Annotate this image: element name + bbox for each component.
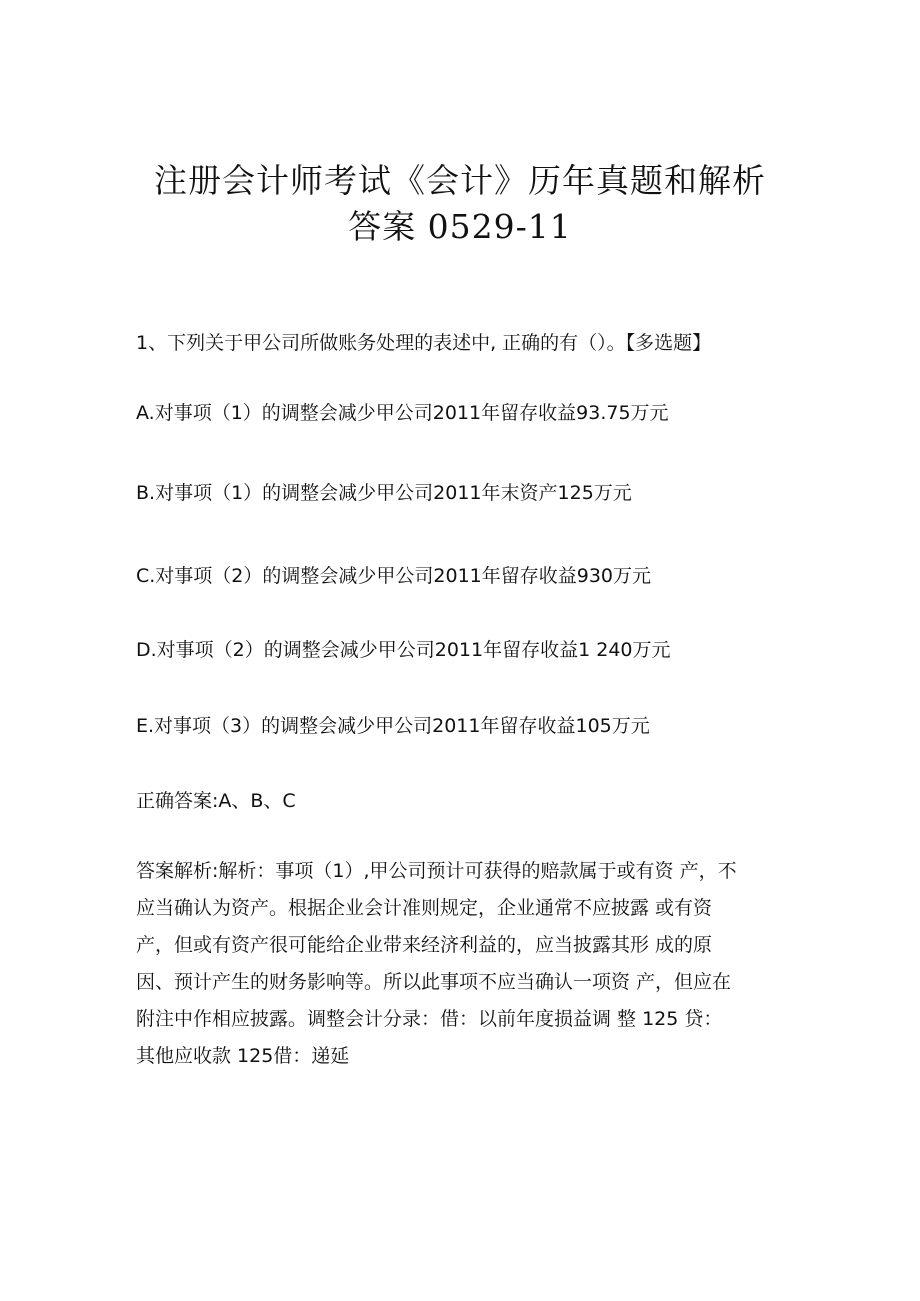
option-c: C.对事项（2）的调整会减少甲公司2011年留存收益930万元	[136, 565, 652, 587]
analysis-line: 产，但或有资产很可能给企业带来经济利益的，应当披露其形 成的原	[136, 934, 713, 956]
analysis-line: 因、预计产生的财务影响等。所以此事项不应当确认一项资 产，但应在	[136, 971, 732, 993]
analysis-line: 其他应收款 125借：递延	[136, 1045, 350, 1067]
analysis-line: 应当确认为资产。根据企业会计准则规定，企业通常不应披露 或有资	[136, 897, 713, 919]
option-a: A.对事项（1）的调整会减少甲公司2011年留存收益93.75万元	[136, 402, 669, 424]
page-subtitle: 答案 0529-11	[348, 207, 572, 246]
correct-answer: 正确答案:A、B、C	[136, 790, 296, 812]
option-d: D.对事项（2）的调整会减少甲公司2011年留存收益1 240万元	[136, 639, 671, 661]
answer-analysis	[136, 853, 786, 1075]
page-title: 注册会计师考试《会计》历年真题和解析	[154, 161, 766, 200]
analysis-line: 答案解析:解析：事项（1）,甲公司预计可获得的赔款属于或有资 产，不	[136, 860, 737, 882]
option-b: B.对事项（1）的调整会减少甲公司2011年末资产125万元	[136, 482, 632, 504]
analysis-line: 附注中作相应披露。调整会计分录：借：以前年度损益调 整 125 贷：	[136, 1008, 723, 1030]
question-stem: 1、下列关于甲公司所做账务处理的表述中, 正确的有（）。【多选题】	[136, 332, 712, 354]
option-e: E.对事项（3）的调整会减少甲公司2011年留存收益105万元	[136, 715, 650, 737]
